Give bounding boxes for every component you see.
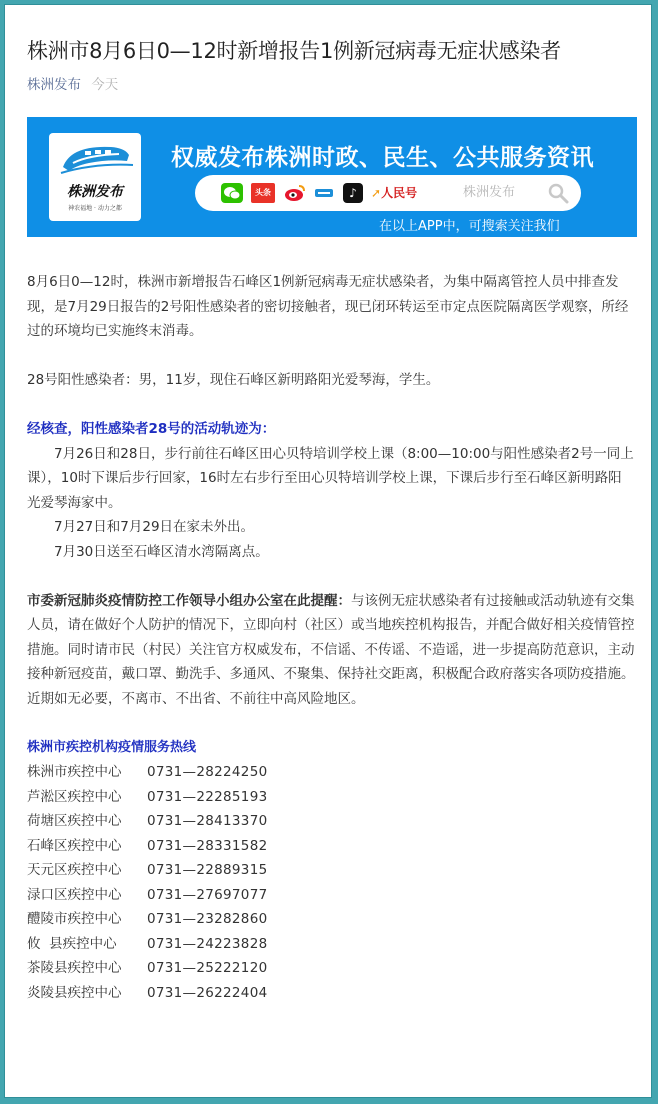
track-heading: 经核查，阳性感染者28号的活动轨迹为： bbox=[27, 421, 276, 437]
article-title: 株洲市8月6日0—12时新增报告1例新冠病毒无症状感染者 bbox=[27, 39, 561, 63]
track-item: 7月30日送至石峰区清水湾隔离点。 bbox=[54, 543, 269, 560]
hotline-row bbox=[27, 809, 635, 834]
weibo-icon bbox=[283, 183, 307, 203]
hotline-phone: 0731—27697077 bbox=[147, 886, 268, 903]
notice-text: 与该例无症状感染者有过接触或活动轨迹有交集人员，请在做好个人防护的情况下，立即向村（社区）或当地疾控机构报告，并配合做好相关疫情管控措施。同时请市民（村民）关注官方权威发布，不信谣、不传谣、不造谣，进一步提高防范意识，主动接种新冠疫苗，戴口罩、勤洗手、多通风、不聚集、保持社交距离，积极配合政府落实各项防疫措施。近期如无必要，不离市、不出省、不前往中高风险地区。 bbox=[27, 592, 635, 707]
hotline-row bbox=[27, 883, 635, 908]
hotline-list bbox=[27, 760, 635, 1005]
train-logo-icon bbox=[49, 133, 141, 181]
article-body bbox=[27, 270, 635, 1005]
hotline-phone: 0731—28331582 bbox=[147, 837, 268, 854]
hotline-phone: 0731—23282860 bbox=[147, 911, 268, 927]
hotline-phone: 0731—28413370 bbox=[147, 813, 268, 829]
article-card bbox=[4, 4, 652, 1098]
intro-paragraph: 8月6日0—12时，株洲市新增报告石峰区1例新冠病毒无症状感染者，为集中隔离管控人员中排查发现，是7月29日报告的2号阳性感染者的密切接触者，现已闭环转运至市定点医院隔离医学观察，所经过的环境均已实施终末消毒。 bbox=[27, 274, 629, 339]
track-item: 7月27日和7月29日在家未外出。 bbox=[54, 519, 255, 535]
hotline-row bbox=[27, 858, 635, 883]
hotline-org: 醴陵市疾控中心 bbox=[27, 911, 122, 927]
hotline-phone: 0731—24223828 bbox=[147, 935, 268, 952]
logo-slogan: 神农福地 · 动力之都 bbox=[68, 205, 122, 212]
hotline-org: 荷塘区疾控中心 bbox=[27, 813, 122, 829]
hotline-row bbox=[27, 785, 635, 810]
app-icon-bar bbox=[195, 175, 581, 211]
author-link[interactable]: 株洲发布 bbox=[27, 77, 81, 93]
hotline-title: 株洲市疾控机构疫情服务热线 bbox=[27, 739, 197, 755]
search-icon bbox=[547, 182, 569, 204]
hotline-org: 攸 县疾控中心 bbox=[27, 935, 117, 952]
notice-lead: 市委新冠肺炎疫情防控工作领导小组办公室在此提醒： bbox=[27, 592, 351, 609]
article-meta bbox=[27, 73, 118, 93]
hotline-row bbox=[27, 932, 635, 957]
case-info: 28号阳性感染者：男，11岁，现住石峰区新明路阳光爱琴海，学生。 bbox=[27, 372, 440, 388]
wechat-icon bbox=[221, 183, 243, 203]
promo-banner bbox=[27, 117, 637, 237]
banner-headline: 权威发布株洲时政、民生、公共服务资讯 bbox=[171, 145, 594, 171]
hotline-org: 渌口区疾控中心 bbox=[27, 886, 122, 903]
logo-name: 株洲发布 bbox=[67, 184, 123, 200]
hotline-org: 天元区疾控中心 bbox=[27, 862, 122, 878]
toutiao-icon: 头条 bbox=[251, 183, 275, 203]
hotline-org: 石峰区疾控中心 bbox=[27, 837, 122, 854]
renminhao-icon: ➚人民号 bbox=[371, 186, 418, 200]
hotline-row bbox=[27, 956, 635, 981]
hotline-phone: 0731—25222120 bbox=[147, 960, 268, 976]
hotline-row bbox=[27, 981, 635, 1006]
publish-time: 今天 bbox=[91, 77, 119, 93]
hotline-org: 茶陵县疾控中心 bbox=[27, 960, 122, 976]
hotline-row bbox=[27, 834, 635, 859]
douyin-icon: ♪ bbox=[343, 183, 363, 203]
track-item: 7月26日和28日，步行前往石峰区田心贝特培训学校上课（8:00—10:00与阳性感染者2号一同上课），10时下课后步行回家，16时左右步行至田心贝特培训学校上课，下课后步行至石峰区新明路阳光爱琴海家中。 bbox=[27, 445, 634, 511]
notice-paragraph bbox=[27, 589, 635, 712]
renminhao-label: 人民号 bbox=[381, 186, 418, 200]
hotline-phone: 0731—22285193 bbox=[147, 788, 268, 805]
hotline-phone: 0731—26222404 bbox=[147, 984, 268, 1001]
weibo-small-icon bbox=[313, 183, 335, 203]
hotline-row bbox=[27, 760, 635, 785]
hotline-org: 芦淞区疾控中心 bbox=[27, 788, 122, 805]
hotline-row bbox=[27, 907, 635, 932]
hotline-org: 炎陵县疾控中心 bbox=[27, 984, 122, 1001]
hotline-phone: 0731—28224250 bbox=[147, 764, 268, 780]
banner-note: 在以上APP中，可搜索关注我们 bbox=[379, 219, 560, 234]
logo bbox=[49, 133, 141, 221]
hotline-org: 株洲市疾控中心 bbox=[27, 764, 122, 780]
search-hint: 株洲发布 bbox=[463, 185, 516, 200]
hotline-phone: 0731—22889315 bbox=[147, 862, 268, 878]
